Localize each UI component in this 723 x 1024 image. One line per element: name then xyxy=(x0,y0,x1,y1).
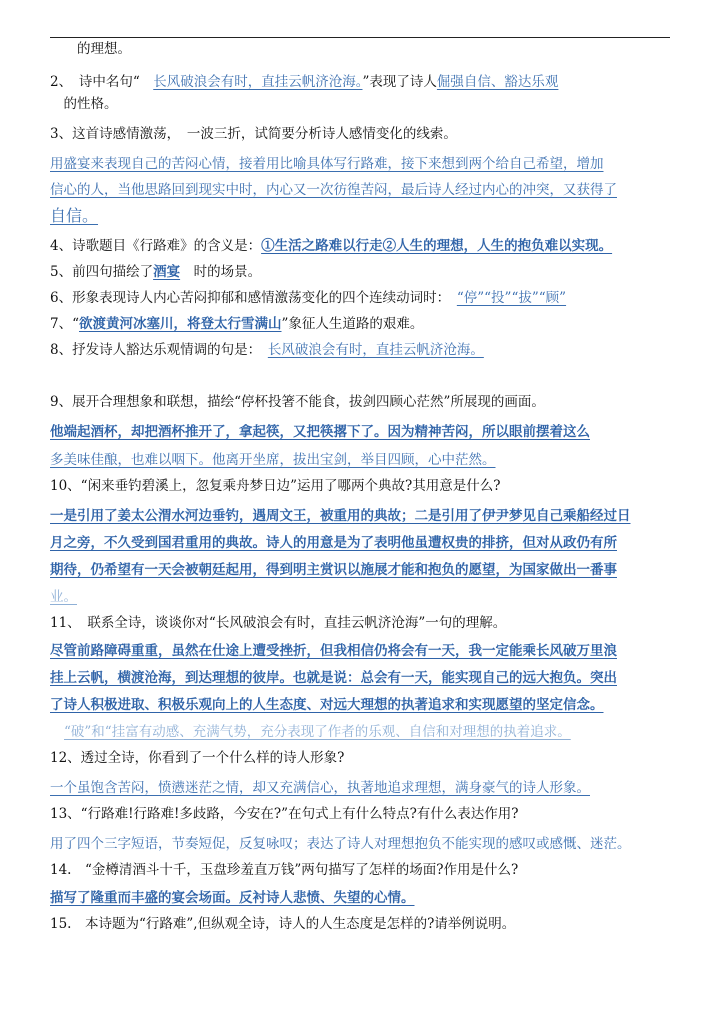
question-2-cont: 的性格。 xyxy=(50,96,118,112)
question-15: 15. 本诗题为“行路难”,但纵观全诗，诗人的人生态度是怎样的?请举例说明。 xyxy=(50,916,516,932)
answer-10-line-1: 一是引用了姜太公渭水河边垂钓，遇周文王，被重用的典故；二是引用了伊尹梦见自己乘船经过日 xyxy=(50,508,631,524)
question-9: 9、展开合理想象和联想，描绘“停杯投箸不能食，拔剑四顾心茫然”所展现的画面。 xyxy=(50,394,545,410)
line-1: 的理想。 xyxy=(50,41,131,57)
answer-12: 一个虽饱含苦闷，愤懑迷茫之情，却又充满信心，执著地追求理想，满身豪气的诗人形象。 xyxy=(50,780,590,796)
answer-13: 用了四个三字短语，节奏短促，反复咏叹；表达了诗人对理想抱负不能实现的感叹或感慨、迷茫。 xyxy=(50,836,631,852)
answer-10-line-4: 业。 xyxy=(50,589,77,605)
answer-3-line-2: 信心的人，当他思路回到现实中时，内心又一次彷徨苦闷，最后诗人经过内心的冲突，又获得了 xyxy=(50,182,617,198)
question-11: 11、 联系全诗，谈谈你对“长风破浪会有时，直挂云帆济沧海”一句的理解。 xyxy=(50,615,507,631)
answer-3-line-1: 用盛宴来表现自己的苦闷心情，接着用比喻具体写行路难，接下来想到两个给自己希望，增加 xyxy=(50,156,604,172)
question-12: 12、透过全诗，你看到了一个什么样的诗人形象? xyxy=(50,750,345,766)
question-5: 5、前四句描绘了酒宴 时的场景。 xyxy=(50,264,262,280)
answer-3-line-3: 自信。 xyxy=(50,206,99,225)
question-10: 10、“闲来垂钓碧溪上，忽复乘舟梦日边”运用了哪两个典故?其用意是什么? xyxy=(50,478,501,494)
answer-9-line-1: 他端起酒杯，却把酒杯推开了，拿起筷，又把筷撂下了。因为精神苦闷，所以眼前摆着这么 xyxy=(50,424,590,440)
answer-10-line-3: 期待，仍希望有一天会被朝廷起用，得到明主赏识以施展才能和抱负的愿望，为国家做出一番事 xyxy=(50,562,617,578)
answer-11-line-2: 挂上云帆，横渡沧海，到达理想的彼岸。也就是说：总会有一天，能实现自己的远大抱负。突出 xyxy=(50,670,617,686)
question-7: 7、“欲渡黄河冰塞川，将登太行雪满山”象征人生道路的艰难。 xyxy=(50,316,424,332)
question-13: 13、“行路难!行路难!多歧路，今安在?”在句式上有什么特点?有什么表达作用? xyxy=(50,806,519,822)
question-3: 3、这首诗感情激荡， 一波三折，试简要分析诗人感情变化的线索。 xyxy=(50,126,457,142)
question-8: 8、抒发诗人豁达乐观情调的句是： 长风破浪会有时，直挂云帆济沧海。 xyxy=(50,342,484,358)
answer-9-line-2: 多美味佳酿，也难以咽下。他离开坐席，拔出宝剑，举目四顾，心中茫然。 xyxy=(50,452,496,468)
answer-11-line-3: 了诗人积极进取、积极乐观向上的人生态度、对远大理想的执著追求和实现愿望的坚定信念。 xyxy=(50,697,604,713)
question-2: 2、 诗中名句“ 长风破浪会有时，直挂云帆济沧海。”表现了诗人倔强自信、豁达乐观 xyxy=(50,74,559,90)
answer-11-line-4: “破”和“挂富有动感、充满气势，充分表现了作者的乐观、自信和对理想的执着追求。 xyxy=(64,724,571,740)
answer-11-line-1: 尽管前路障碍重重，虽然在仕途上遭受挫折，但我相信仍将会有一天，我一定能乘长风破万里浪 xyxy=(50,643,617,659)
question-4: 4、诗歌题目《行路难》的含义是：①生活之路难以行走②人生的理想，人生的抱负难以实现。 xyxy=(50,238,613,254)
answer-14: 描写了隆重而丰盛的宴会场面。反衬诗人悲愤、失望的心情。 xyxy=(50,890,415,906)
question-6: 6、形象表现诗人内心苦闷抑郁和感情激荡变化的四个连续动词时： “停”“投”“拔”“顾” xyxy=(50,290,567,306)
document-body xyxy=(50,38,672,935)
answer-10-line-2: 月之旁，不久受到国君重用的典故。诗人的用意是为了表明他虽遭权贵的排挤，但对从政仍有所 xyxy=(50,535,617,551)
question-14: 14. “金樽清酒斗十千，玉盘珍羞直万钱”两句描写了怎样的场面?作用是什么? xyxy=(50,862,519,878)
